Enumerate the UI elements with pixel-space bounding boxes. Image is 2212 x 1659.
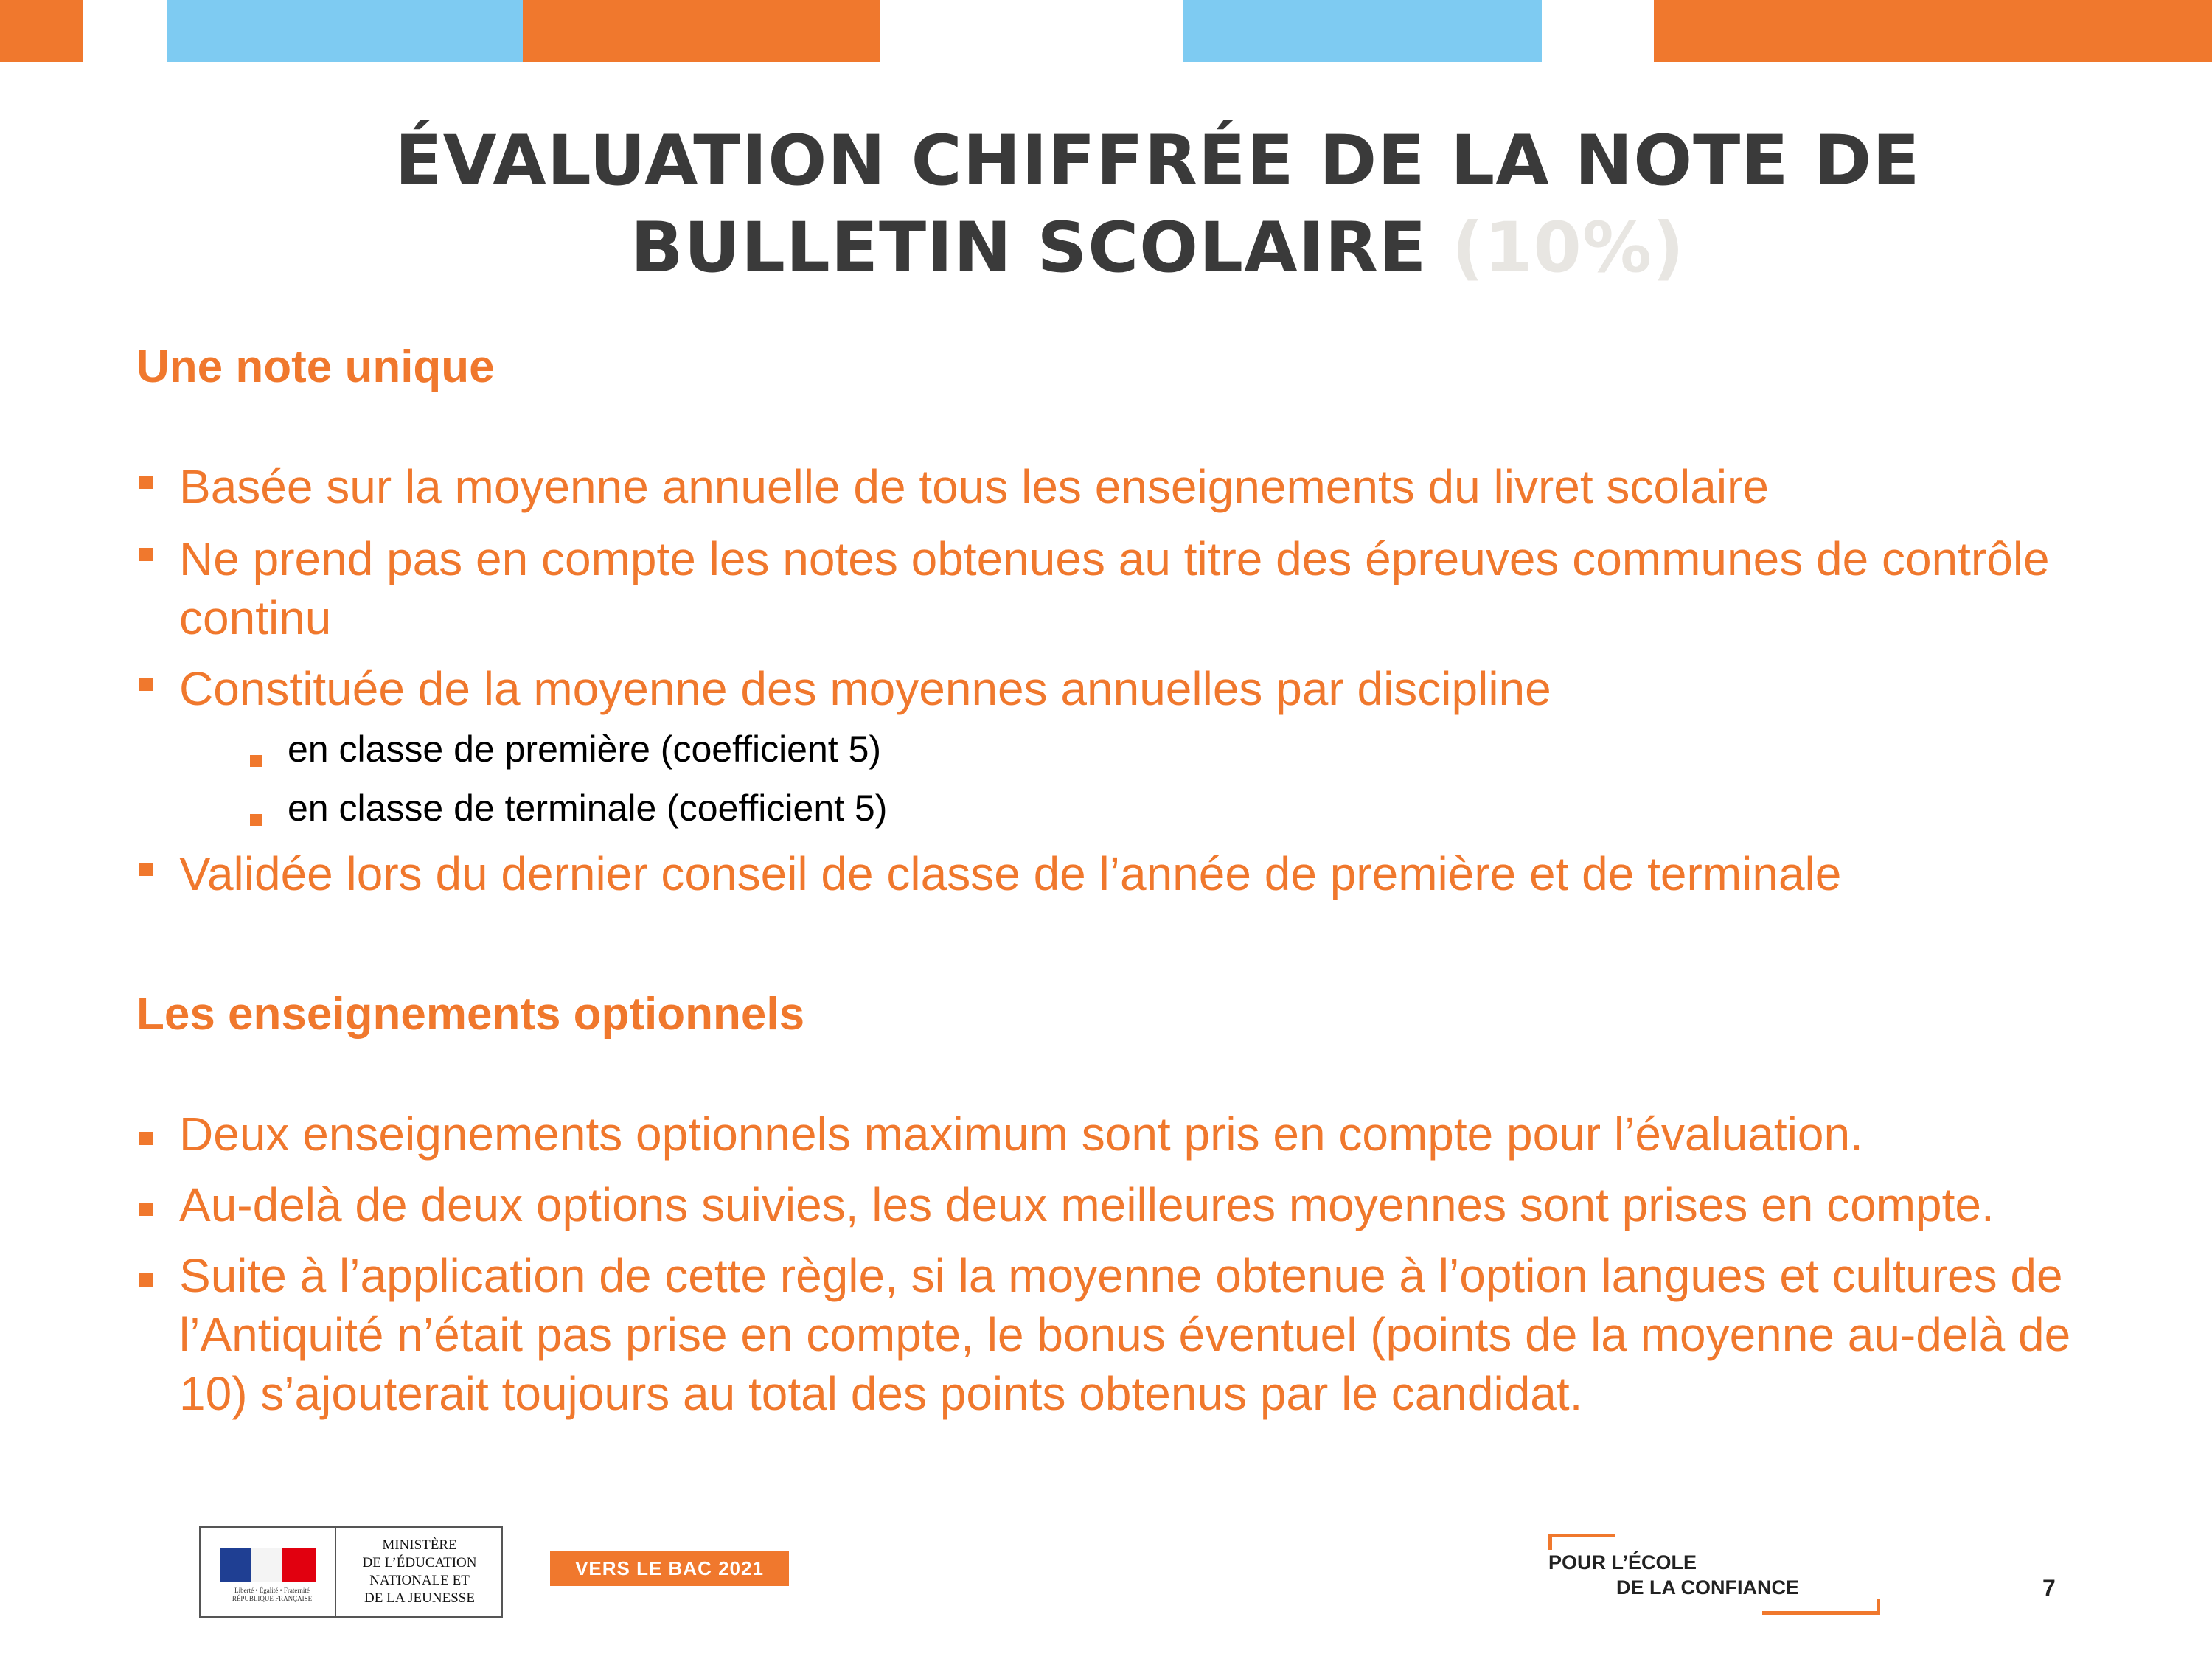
sub-list-item: en classe de terminale (coefficient 5) [288,787,888,829]
ecole-confiance-logo [1548,1534,1814,1615]
title-percent: (10%) [1452,208,1685,288]
flag-red-part [282,1548,316,1582]
ministry-line: DE L’ÉDUCATION [362,1555,477,1571]
motto-text: Liberté • Égalité • Fraternité [234,1587,310,1594]
ecole-line-2: DE LA CONFIANCE [1616,1576,1799,1599]
marianne-logo [201,1528,336,1616]
logo-bracket-top-vertical [1548,1534,1552,1550]
ministry-line: DE LA JEUNESSE [364,1590,475,1606]
logo-bracket-top [1548,1534,1615,1537]
ecole-line-1: POUR L’ÉCOLE [1548,1551,1697,1573]
sub-list-item: en classe de première (coefficient 5) [288,728,882,770]
list-item: Ne prend pas en compte les notes obtenues au titre des épreuves communes de contrôle continu [179,532,2050,644]
square-bullet-icon [139,678,153,691]
slide-title [0,118,2212,292]
logo-bracket-bottom-vertical [1877,1599,1880,1615]
square-bullet-icon [139,476,153,489]
list-item: Validée lors du dernier conseil de classe de l’année de première et de terminale [179,847,1842,900]
ministry-logo [199,1526,503,1618]
square-bullet-icon [139,1203,153,1216]
list-item: Suite à l’application de cette règle, si la moyenne obtenue à l’option langues et cultures de l’Antiquité n’était pas prise en compte, le bonus éventuel (points de la moyenne au-delà de 10) s’ajouterait toujours au total des points obtenus par le candidat. [179,1249,2071,1420]
list-item: Au-delà de deux options suivies, les deux meilleures moyennes sont prises en compte. [179,1178,1994,1231]
republic-motto [217,1587,327,1603]
top-band-blue-1 [167,0,523,62]
ministry-line: NATIONALE ET [369,1573,470,1588]
square-sub-bullet-icon [250,814,262,826]
square-bullet-icon [139,548,153,561]
list-item: Deux enseignements optionnels maximum sont pris en compte pour l’évaluation. [179,1107,1863,1161]
list-item: Basée sur la moyenne annuelle de tous les enseignements du livret scolaire [179,460,1769,513]
flag-white-part [251,1548,282,1582]
title-line-1: ÉVALUATION CHIFFRÉE DE LA NOTE DE [394,121,1921,201]
title-line-2 [0,205,2212,292]
section-heading-note-unique: Une note unique [136,341,495,392]
top-band-orange-3 [1654,0,2212,62]
ministry-name [338,1537,501,1607]
vers-le-bac-badge: VERS LE BAC 2021 [550,1551,789,1586]
section-heading-optionnels: Les enseignements optionnels [136,989,805,1040]
ministry-line: MINISTÈRE [382,1537,457,1553]
top-band-orange-2 [523,0,880,62]
flag-blue-part [220,1548,251,1582]
list-item: Constituée de la moyenne des moyennes annuelles par discipline [179,662,1551,715]
square-bullet-icon [139,863,153,876]
square-bullet-icon [139,1273,153,1287]
square-bullet-icon [139,1132,153,1145]
top-band-blue-2 [1183,0,1542,62]
republic-text: RÉPUBLIQUE FRANÇAISE [232,1595,313,1602]
logo-bracket-bottom [1762,1611,1880,1615]
title-line-2-text: BULLETIN SCOLAIRE [630,208,1427,288]
top-band-orange-1 [0,0,83,62]
page-number: 7 [2042,1575,2056,1601]
square-sub-bullet-icon [250,755,262,767]
